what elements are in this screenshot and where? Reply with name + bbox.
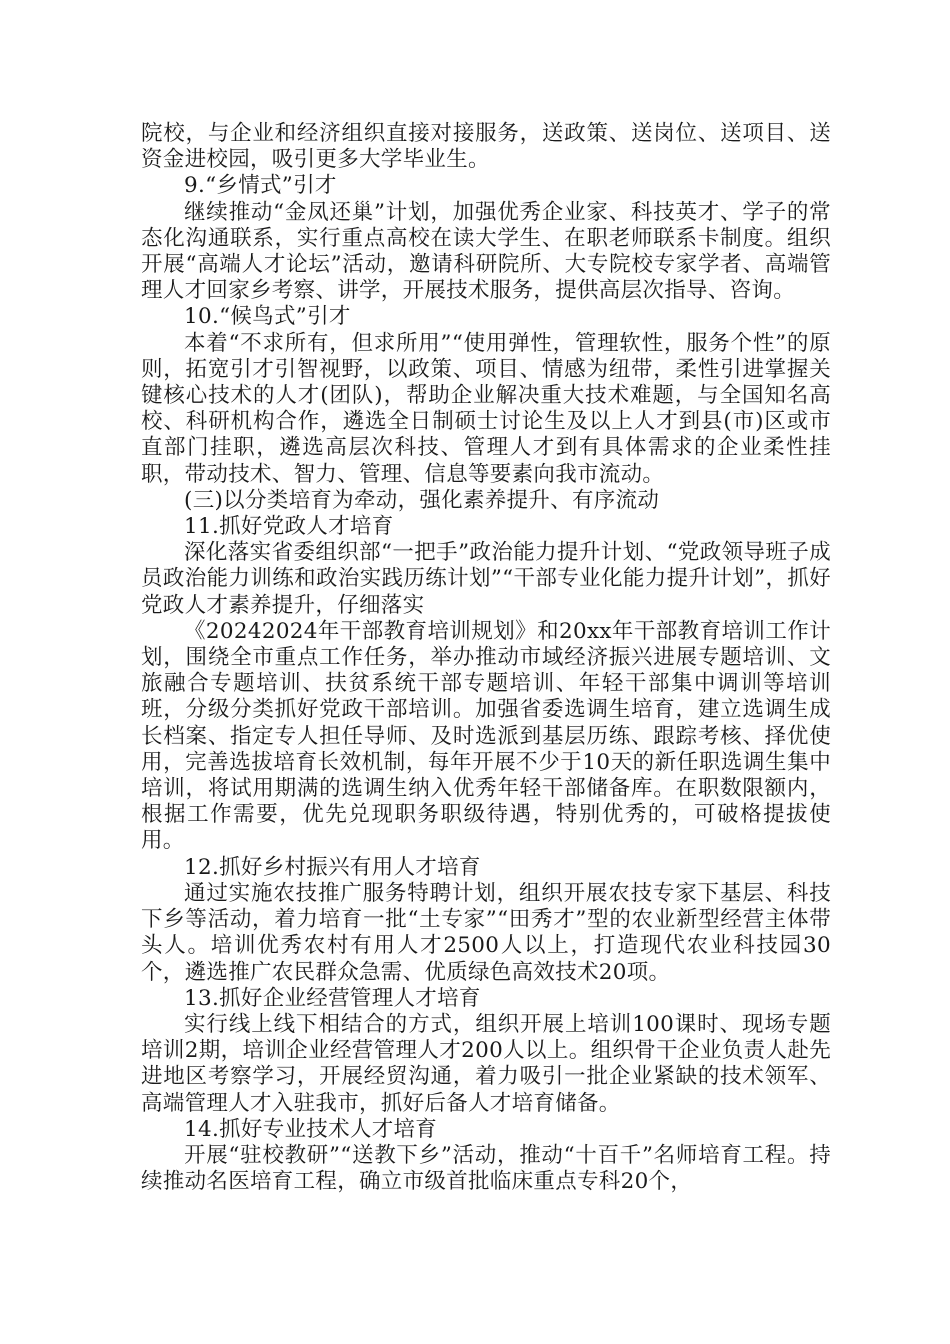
continued-paragraph: 院校，与企业和经济组织直接对接服务，送政策、送岗位、送项目、送资金进校园，吸引更多大学毕业生。 — [141, 121, 831, 173]
section-heading-10: 10.“候鸟式”引才 — [184, 304, 351, 330]
paragraph-13: 实行线上线下相结合的方式，组织开展上培训100课时、现场专题培训2期，培训企业经营管理人才200人以上。组织骨干企业负责人赴先进地区考察学习，开展经贸沟通，着力吸引一批企业紧缺的技术领军、高端管理人才入驻我市，抓好后备人才培育储备。 — [141, 1011, 831, 1116]
section-heading-9: 9.“乡情式”引才 — [184, 173, 337, 199]
paragraph-10: 本着“不求所有，但求所用”“使用弹性，管理软性，服务个性”的原则，拓宽引才引智视野，以政策、项目、情感为纽带，柔性引进掌握关键核心技术的人才(团队)，帮助企业解决重大技术难题，与全国知名高校、科研机构合作，遴选全日制硕士讨论生及以上人才到县(市)区或市直部门挂职，遴选高层次科技、管理人才到有具体需求的企业柔性挂职，带动技术、智力、管理、信息等要素向我市流动。 — [141, 330, 831, 487]
paragraph-14: 开展“驻校教研”“送教下乡”活动，推动“十百千”名师培育工程。持续推动名医培育工程，确立市级首批临床重点专科20个， — [141, 1142, 831, 1195]
paragraph-11b: 《20242024年干部教育培训规划》和20xx年干部教育培训工作计划，围绕全市重点工作任务，举办推动市域经济振兴进展专题培训、文旅融合专题培训、扶贫系统干部专题培训、年轻干部集中调训等培训班，分级分类抓好党政干部培训。加强省委选调生培育，建立选调生成长档案、指定专人担任导师、及时选派到基层历练、跟踪考核、择优使用，完善选拔培育长效机制，每年开展不少于10天的新任职选调生集中培训，将试用期满的选调生纳入优秀年轻干部储备库。在职数限额内，根据工作需要，优先兑现职务职级待遇，特别优秀的，可破格提拔使用。 — [141, 618, 831, 854]
section-heading-3: (三)以分类培育为牵动，强化素养提升、有序流动 — [184, 487, 660, 513]
section-heading-14: 14.抓好专业技术人才培育 — [184, 1116, 438, 1142]
section-heading-11: 11.抓好党政人才培育 — [184, 514, 394, 540]
section-heading-13: 13.抓好企业经营管理人才培育 — [184, 985, 481, 1011]
paragraph-11a: 深化落实省委组织部“一把手”政治能力提升计划、“党政领导班子成员政治能力训练和政治实践历练计划”“干部专业化能力提升计划”，抓好党政人才素养提升，仔细落实 — [141, 540, 831, 618]
paragraph-12: 通过实施农技推广服务特聘计划，组织开展农技专家下基层、科技下乡等活动，着力培育一批“土专家”“田秀才”型的农业新型经营主体带头人。培训优秀农村有用人才2500人以上，打造现代农业科技园30个，遴选推广农民群众急需、优质绿色高效技术20项。 — [141, 880, 831, 985]
document-body — [141, 121, 831, 1195]
section-heading-12: 12.抓好乡村振兴有用人才培育 — [184, 854, 481, 880]
paragraph-9: 继续推动“金凤还巢”计划，加强优秀企业家、科技英才、学子的常态化沟通联系，实行重点高校在读大学生、在职老师联系卡制度。组织开展“高端人才论坛”活动，邀请科研院所、大专院校专家学者、高端管理人才回家乡考察、讲学，开展技术服务，提供高层次指导、咨询。 — [141, 199, 831, 304]
